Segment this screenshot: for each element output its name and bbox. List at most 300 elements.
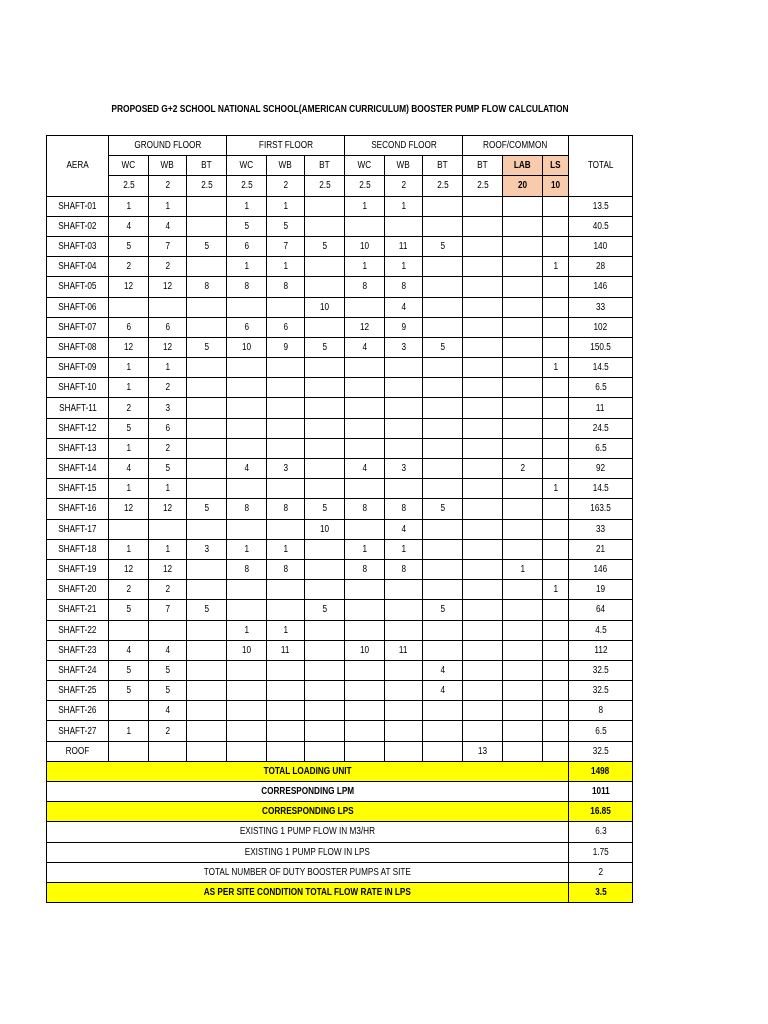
area-cell: SHAFT-06 <box>47 297 109 317</box>
count-cell <box>187 216 227 236</box>
count-cell <box>345 721 385 741</box>
area-cell: SHAFT-17 <box>47 519 109 539</box>
count-cell: 1 <box>345 539 385 559</box>
unit-value-cell: 2.5 <box>305 176 345 196</box>
count-cell: 8 <box>267 499 305 519</box>
count-cell <box>463 559 503 579</box>
row-total-cell: 33 <box>569 297 633 317</box>
area-cell: SHAFT-20 <box>47 580 109 600</box>
count-cell <box>267 741 305 761</box>
count-cell: 4 <box>423 681 463 701</box>
count-cell <box>463 418 503 438</box>
count-cell: 1 <box>345 196 385 216</box>
count-cell <box>543 620 569 640</box>
count-cell <box>305 721 345 741</box>
count-cell <box>543 216 569 236</box>
count-cell <box>463 317 503 337</box>
count-cell <box>463 479 503 499</box>
row-total-cell: 11 <box>569 398 633 418</box>
count-cell <box>227 479 267 499</box>
count-cell <box>503 216 543 236</box>
count-cell <box>463 358 503 378</box>
count-cell <box>423 297 463 317</box>
count-cell <box>305 317 345 337</box>
count-cell: 5 <box>187 236 227 256</box>
count-cell <box>503 277 543 297</box>
table-row <box>47 297 633 317</box>
count-cell: 1 <box>109 479 149 499</box>
count-cell <box>503 620 543 640</box>
count-cell <box>503 438 543 458</box>
count-cell: 4 <box>227 459 267 479</box>
subcolumn-header: WC <box>109 156 149 176</box>
count-cell <box>503 398 543 418</box>
count-cell: 13 <box>463 741 503 761</box>
count-cell: 5 <box>227 216 267 236</box>
count-cell: 7 <box>267 236 305 256</box>
subcolumn-header: WB <box>149 156 187 176</box>
count-cell <box>109 620 149 640</box>
row-total-cell: 32.5 <box>569 681 633 701</box>
count-cell: 8 <box>345 277 385 297</box>
row-total-cell: 140 <box>569 236 633 256</box>
count-cell: 2 <box>149 580 187 600</box>
table-row <box>47 640 633 660</box>
row-total-cell: 14.5 <box>569 358 633 378</box>
table-row <box>47 257 633 277</box>
subcolumn-header-row <box>47 156 633 176</box>
table-row <box>47 580 633 600</box>
count-cell: 12 <box>109 559 149 579</box>
count-cell <box>463 640 503 660</box>
count-cell <box>305 479 345 499</box>
count-cell <box>305 438 345 458</box>
table-row <box>47 196 633 216</box>
count-cell <box>345 620 385 640</box>
count-cell <box>227 701 267 721</box>
count-cell <box>423 358 463 378</box>
count-cell <box>187 459 227 479</box>
count-cell <box>345 660 385 680</box>
unit-value-cell: 10 <box>543 176 569 196</box>
count-cell <box>385 398 423 418</box>
count-cell <box>543 418 569 438</box>
subcolumn-header: WB <box>267 156 305 176</box>
count-cell <box>345 378 385 398</box>
count-cell <box>187 519 227 539</box>
count-cell <box>149 620 187 640</box>
count-cell <box>227 418 267 438</box>
count-cell: 6 <box>149 418 187 438</box>
count-cell: 11 <box>267 640 305 660</box>
count-cell <box>305 398 345 418</box>
count-cell <box>423 721 463 741</box>
count-cell <box>503 660 543 680</box>
count-cell: 8 <box>345 499 385 519</box>
count-cell <box>227 519 267 539</box>
count-cell: 5 <box>423 236 463 256</box>
count-cell <box>305 640 345 660</box>
table-row <box>47 418 633 438</box>
count-cell <box>423 640 463 660</box>
count-cell <box>463 438 503 458</box>
summary-value: 1498 <box>569 761 633 781</box>
count-cell <box>385 580 423 600</box>
count-cell: 2 <box>109 257 149 277</box>
count-cell <box>503 317 543 337</box>
count-cell <box>345 741 385 761</box>
area-cell: SHAFT-19 <box>47 559 109 579</box>
summary-value: 1011 <box>569 782 633 802</box>
count-cell <box>463 236 503 256</box>
count-cell: 3 <box>385 459 423 479</box>
table-row <box>47 358 633 378</box>
count-cell <box>267 580 305 600</box>
count-cell <box>503 257 543 277</box>
count-cell: 9 <box>267 337 305 357</box>
count-cell: 1 <box>227 196 267 216</box>
count-cell: 1 <box>109 358 149 378</box>
count-cell <box>305 580 345 600</box>
unit-header-row <box>47 176 633 196</box>
count-cell <box>503 236 543 256</box>
count-cell <box>305 539 345 559</box>
count-cell <box>463 519 503 539</box>
summary-row <box>47 761 633 781</box>
count-cell <box>385 620 423 640</box>
count-cell <box>305 277 345 297</box>
table-row <box>47 216 633 236</box>
count-cell <box>305 681 345 701</box>
count-cell: 4 <box>109 459 149 479</box>
count-cell: 6 <box>149 317 187 337</box>
count-cell <box>543 640 569 660</box>
count-cell: 5 <box>187 600 227 620</box>
count-cell <box>385 438 423 458</box>
count-cell <box>187 580 227 600</box>
unit-value-cell: 2.5 <box>187 176 227 196</box>
row-total-cell: 14.5 <box>569 479 633 499</box>
count-cell: 1 <box>149 539 187 559</box>
table-row <box>47 600 633 620</box>
count-cell <box>463 620 503 640</box>
table-row <box>47 317 633 337</box>
count-cell <box>463 681 503 701</box>
count-cell <box>305 559 345 579</box>
count-cell <box>385 721 423 741</box>
count-cell: 7 <box>149 600 187 620</box>
row-total-cell: 4.5 <box>569 620 633 640</box>
count-cell <box>305 459 345 479</box>
count-cell: 5 <box>267 216 305 236</box>
count-cell: 4 <box>423 660 463 680</box>
count-cell <box>463 539 503 559</box>
count-cell: 4 <box>109 640 149 660</box>
count-cell <box>463 580 503 600</box>
row-total-cell: 32.5 <box>569 660 633 680</box>
table-row <box>47 499 633 519</box>
count-cell <box>187 701 227 721</box>
count-cell <box>543 337 569 357</box>
count-cell <box>187 196 227 216</box>
row-total-cell: 6.5 <box>569 438 633 458</box>
count-cell: 8 <box>385 277 423 297</box>
count-cell <box>543 519 569 539</box>
count-cell: 8 <box>227 559 267 579</box>
count-cell: 5 <box>187 337 227 357</box>
area-cell: SHAFT-18 <box>47 539 109 559</box>
count-cell: 1 <box>109 378 149 398</box>
unit-value-cell: 2.5 <box>345 176 385 196</box>
count-cell: 4 <box>385 297 423 317</box>
count-cell: 1 <box>109 438 149 458</box>
count-cell <box>267 721 305 741</box>
area-cell: SHAFT-12 <box>47 418 109 438</box>
count-cell <box>543 539 569 559</box>
row-total-cell: 146 <box>569 277 633 297</box>
count-cell <box>423 196 463 216</box>
count-cell <box>543 459 569 479</box>
count-cell: 5 <box>109 660 149 680</box>
count-cell <box>187 721 227 741</box>
count-cell <box>503 479 543 499</box>
count-cell <box>227 580 267 600</box>
count-cell <box>345 701 385 721</box>
count-cell <box>503 378 543 398</box>
count-cell <box>423 378 463 398</box>
area-cell: SHAFT-22 <box>47 620 109 640</box>
table-row <box>47 559 633 579</box>
count-cell <box>543 681 569 701</box>
count-cell <box>423 459 463 479</box>
count-cell: 2 <box>109 580 149 600</box>
count-cell: 10 <box>345 640 385 660</box>
row-total-cell: 102 <box>569 317 633 337</box>
count-cell <box>385 378 423 398</box>
summary-row <box>47 802 633 822</box>
count-cell <box>385 741 423 761</box>
table-row <box>47 398 633 418</box>
table-row <box>47 459 633 479</box>
count-cell <box>385 660 423 680</box>
count-cell <box>543 741 569 761</box>
table-row <box>47 741 633 761</box>
table-row <box>47 620 633 640</box>
count-cell <box>187 358 227 378</box>
count-cell <box>463 459 503 479</box>
subcolumn-header: WB <box>385 156 423 176</box>
count-cell: 1 <box>267 196 305 216</box>
count-cell <box>423 620 463 640</box>
count-cell <box>305 358 345 378</box>
count-cell: 1 <box>267 539 305 559</box>
count-cell <box>543 701 569 721</box>
count-cell <box>543 438 569 458</box>
area-cell: SHAFT-09 <box>47 358 109 378</box>
count-cell: 1 <box>345 257 385 277</box>
count-cell: 8 <box>267 277 305 297</box>
count-cell <box>463 277 503 297</box>
count-cell <box>187 418 227 438</box>
count-cell: 8 <box>345 559 385 579</box>
count-cell: 5 <box>423 337 463 357</box>
count-cell <box>267 297 305 317</box>
count-cell: 11 <box>385 236 423 256</box>
table-row <box>47 438 633 458</box>
count-cell: 1 <box>543 358 569 378</box>
count-cell <box>543 196 569 216</box>
area-cell: SHAFT-01 <box>47 196 109 216</box>
count-cell <box>543 660 569 680</box>
count-cell: 12 <box>149 559 187 579</box>
count-cell <box>267 660 305 680</box>
area-cell: SHAFT-11 <box>47 398 109 418</box>
summary-label: AS PER SITE CONDITION TOTAL FLOW RATE IN LPS <box>47 882 569 902</box>
count-cell: 1 <box>227 620 267 640</box>
row-total-cell: 163.5 <box>569 499 633 519</box>
count-cell <box>543 277 569 297</box>
group-header-ground: GROUND FLOOR <box>109 136 227 156</box>
count-cell: 5 <box>305 499 345 519</box>
subcolumn-header: WC <box>345 156 385 176</box>
count-cell <box>109 297 149 317</box>
count-cell: 5 <box>109 418 149 438</box>
count-cell <box>543 236 569 256</box>
count-cell <box>423 277 463 297</box>
count-cell <box>345 438 385 458</box>
summary-row <box>47 862 633 882</box>
count-cell <box>463 701 503 721</box>
count-cell <box>305 418 345 438</box>
count-cell <box>385 701 423 721</box>
count-cell: 5 <box>109 236 149 256</box>
summary-label: CORRESPONDING LPM <box>47 782 569 802</box>
count-cell <box>463 378 503 398</box>
count-cell: 10 <box>227 337 267 357</box>
count-cell <box>543 297 569 317</box>
group-header-first: FIRST FLOOR <box>227 136 345 156</box>
count-cell <box>187 438 227 458</box>
summary-value: 1.75 <box>569 842 633 862</box>
count-cell: 6 <box>109 317 149 337</box>
count-cell <box>463 398 503 418</box>
count-cell: 12 <box>149 337 187 357</box>
count-cell: 3 <box>267 459 305 479</box>
count-cell: 8 <box>385 559 423 579</box>
count-cell <box>345 580 385 600</box>
count-cell: 4 <box>149 640 187 660</box>
count-cell <box>543 559 569 579</box>
area-cell: SHAFT-14 <box>47 459 109 479</box>
count-cell <box>149 519 187 539</box>
count-cell: 8 <box>227 277 267 297</box>
count-cell <box>305 196 345 216</box>
row-total-cell: 64 <box>569 600 633 620</box>
count-cell <box>267 378 305 398</box>
subcolumn-header: BT <box>305 156 345 176</box>
area-cell: SHAFT-13 <box>47 438 109 458</box>
subcolumn-header: BT <box>187 156 227 176</box>
unit-value-cell: 2.5 <box>109 176 149 196</box>
summary-label: TOTAL LOADING UNIT <box>47 761 569 781</box>
count-cell: 5 <box>109 681 149 701</box>
count-cell <box>267 600 305 620</box>
count-cell <box>463 297 503 317</box>
table-row <box>47 660 633 680</box>
table-row <box>47 519 633 539</box>
count-cell: 5 <box>149 459 187 479</box>
count-cell <box>503 519 543 539</box>
subcolumn-header: LS <box>543 156 569 176</box>
count-cell <box>503 701 543 721</box>
count-cell: 6 <box>227 236 267 256</box>
count-cell <box>463 337 503 357</box>
count-cell <box>385 600 423 620</box>
row-total-cell: 32.5 <box>569 741 633 761</box>
summary-label: TOTAL NUMBER OF DUTY BOOSTER PUMPS AT SITE <box>47 862 569 882</box>
row-total-cell: 8 <box>569 701 633 721</box>
count-cell <box>423 559 463 579</box>
count-cell <box>305 620 345 640</box>
count-cell: 11 <box>385 640 423 660</box>
count-cell <box>187 741 227 761</box>
count-cell <box>423 418 463 438</box>
count-cell <box>423 539 463 559</box>
count-cell <box>187 297 227 317</box>
unit-value-cell: 2.5 <box>463 176 503 196</box>
calculation-table <box>46 135 633 903</box>
table-row <box>47 479 633 499</box>
count-cell: 4 <box>149 216 187 236</box>
table-row <box>47 539 633 559</box>
group-header-second: SECOND FLOOR <box>345 136 463 156</box>
count-cell <box>305 378 345 398</box>
count-cell <box>187 681 227 701</box>
count-cell: 3 <box>187 539 227 559</box>
count-cell <box>227 378 267 398</box>
count-cell <box>423 317 463 337</box>
count-cell <box>305 257 345 277</box>
count-cell <box>543 378 569 398</box>
count-cell <box>385 358 423 378</box>
count-cell <box>109 701 149 721</box>
count-cell <box>503 337 543 357</box>
count-cell <box>345 216 385 236</box>
area-cell: SHAFT-03 <box>47 236 109 256</box>
count-cell: 5 <box>305 600 345 620</box>
count-cell: 1 <box>267 257 305 277</box>
count-cell: 4 <box>345 337 385 357</box>
area-cell: SHAFT-02 <box>47 216 109 236</box>
table-row <box>47 701 633 721</box>
count-cell: 1 <box>109 721 149 741</box>
count-cell: 1 <box>543 257 569 277</box>
count-cell: 6 <box>227 317 267 337</box>
row-total-cell: 19 <box>569 580 633 600</box>
count-cell <box>267 681 305 701</box>
count-cell: 1 <box>543 580 569 600</box>
count-cell: 1 <box>543 479 569 499</box>
count-cell <box>267 519 305 539</box>
count-cell: 4 <box>385 519 423 539</box>
count-cell <box>543 600 569 620</box>
count-cell: 12 <box>149 277 187 297</box>
count-cell <box>267 398 305 418</box>
count-cell: 1 <box>109 196 149 216</box>
table-row <box>47 721 633 741</box>
subcolumn-header: BT <box>423 156 463 176</box>
area-header: AERA <box>47 136 109 197</box>
